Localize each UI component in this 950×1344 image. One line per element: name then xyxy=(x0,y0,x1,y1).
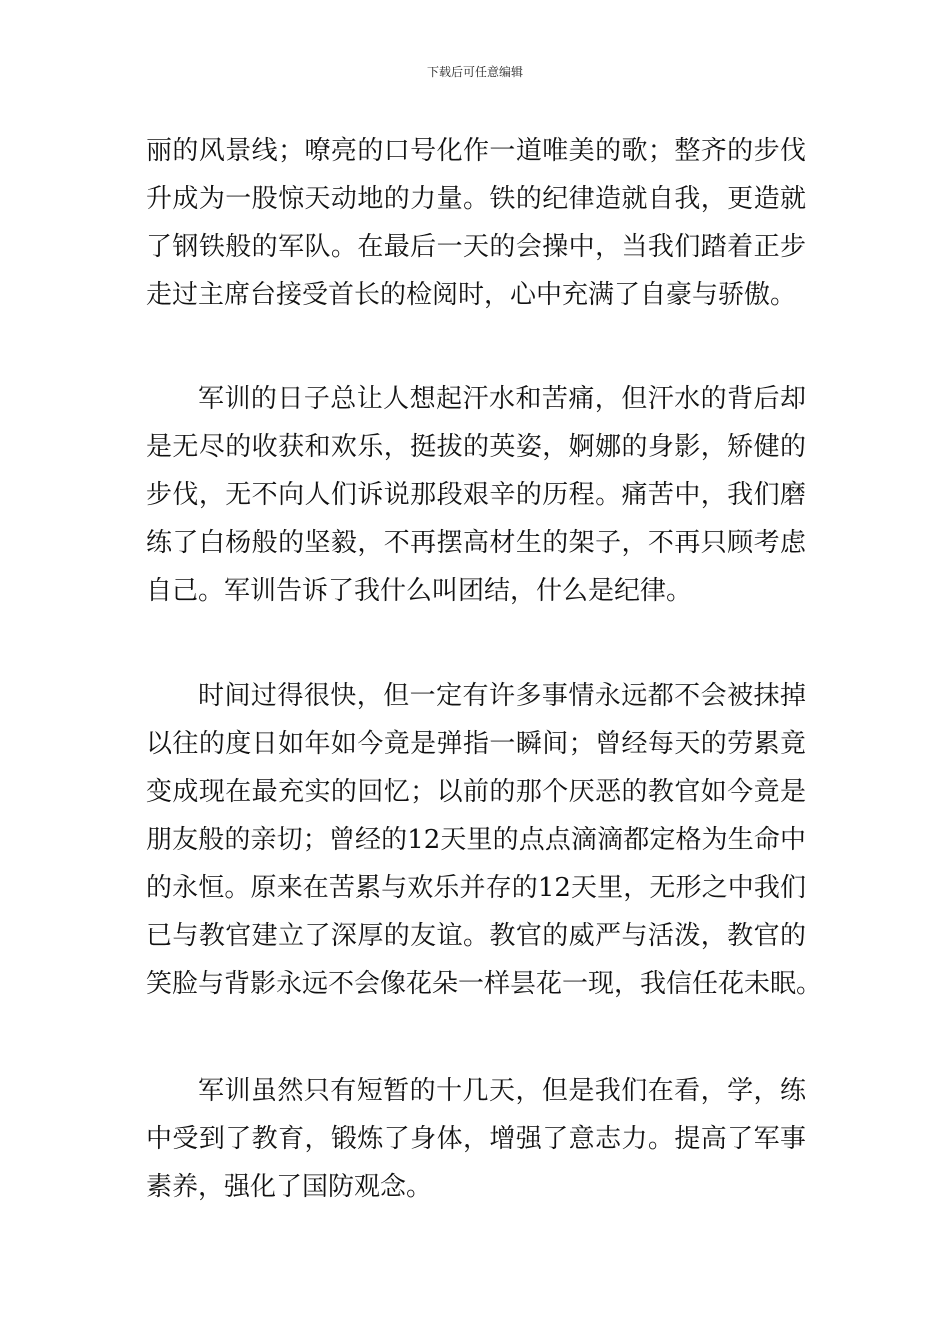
text-line: 军训虽然只有短暂的十几天，但是我们在看，学，练 xyxy=(198,1076,806,1106)
text-line: 练了白杨般的坚毅，不再摆高材生的架子，不再只顾考虑 xyxy=(146,528,806,558)
paragraph-3 xyxy=(146,672,823,1008)
paragraph-1 xyxy=(146,127,806,319)
text-line: 已与教官建立了深厚的友谊。教官的威严与活泼，教官的 xyxy=(146,921,806,951)
text-line: 笑脸与背影永远不会像花朵一样昙花一现，我信任花未眠。 xyxy=(146,969,823,999)
text-line: 自己。军训告诉了我什么叫团结，什么是纪律。 xyxy=(146,576,693,606)
text-line: 走过主席台接受首长的检阅时，心中充满了自豪与骄傲。 xyxy=(146,280,797,310)
paragraph-4 xyxy=(146,1067,806,1211)
text-line: 素养，强化了国防观念。 xyxy=(146,1172,433,1202)
text-line: 丽的风景线；嘹亮的口号化作一道唯美的歌；整齐的步伐 xyxy=(146,136,806,166)
text-line: 以往的度日如年如今竟是弹指一瞬间；曾经每天的劳累竟 xyxy=(146,729,806,759)
text-line: 朋友般的亲切；曾经的12天里的点点滴滴都定格为生命中 xyxy=(146,825,806,855)
text-line: 的永恒。原来在苦累与欢乐并存的12天里，无形之中我们 xyxy=(146,873,806,903)
text-line: 是无尽的收获和欢乐，挺拔的英姿，婀娜的身影，矫健的 xyxy=(146,432,806,462)
text-line: 步伐，无不向人们诉说那段艰辛的历程。痛苦中，我们磨 xyxy=(146,480,806,510)
text-line: 变成现在最充实的回忆；以前的那个厌恶的教官如今竟是 xyxy=(146,777,806,807)
text-line: 了钢铁般的军队。在最后一天的会操中，当我们踏着正步 xyxy=(146,232,806,262)
text-line: 升成为一股惊天动地的力量。铁的纪律造就自我，更造就 xyxy=(146,184,806,214)
text-line: 军训的日子总让人想起汗水和苦痛，但汗水的背后却 xyxy=(198,384,806,414)
text-line: 中受到了教育，锻炼了身体，增强了意志力。提高了军事 xyxy=(146,1124,806,1154)
paragraph-2 xyxy=(146,375,806,615)
text-line: 时间过得很快，但一定有许多事情永远都不会被抹掉 xyxy=(198,681,806,711)
page-header: 下载后可任意编辑 xyxy=(426,65,523,79)
